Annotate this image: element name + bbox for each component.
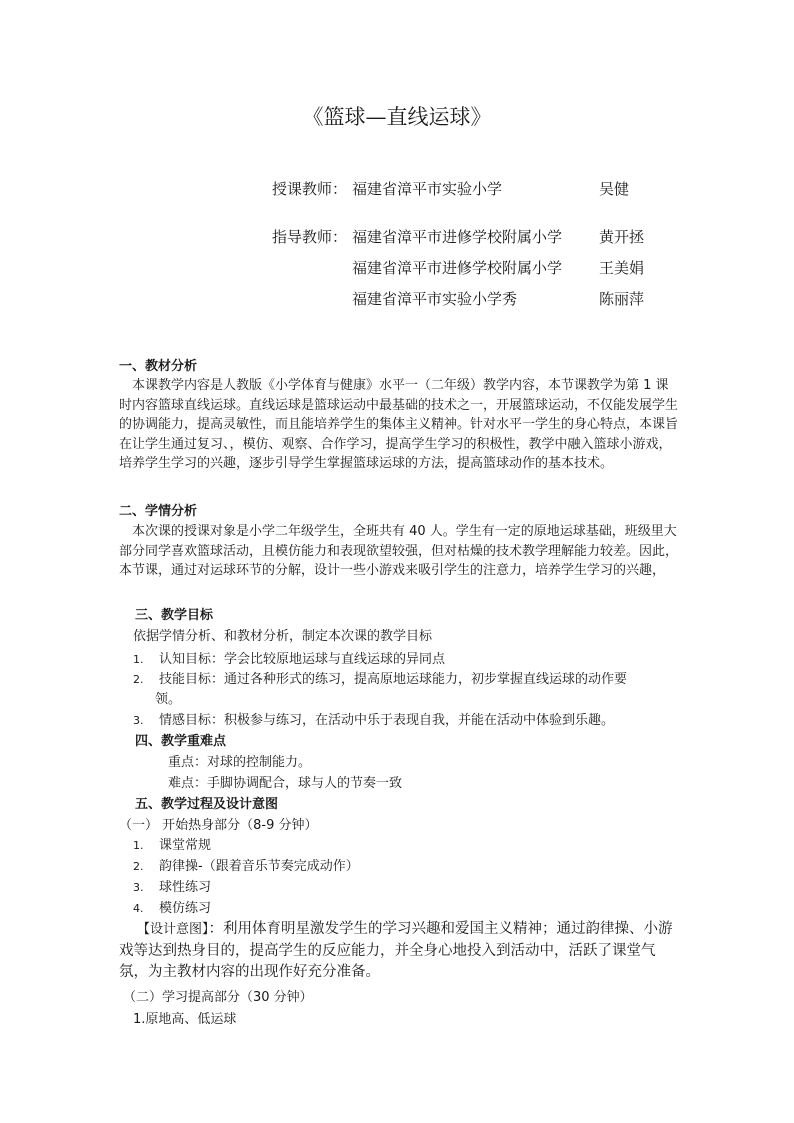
section-body-materials: 本课教学内容是人教版《小学体育与健康》水平一（二年级）教学内容，本节课教学为第 1 课时内容篮球直线运球。直线运球是篮球运动中最基础的技术之一，开展篮球运动，不仅能发展学生的协调能力，提高灵敏性，而且能培养学生的集体主义精神。针对水平一学生的身心特点，本课旨在让学生通过复习、，模仿、观察、合作学习，提高学生学习的积极性，教学中融入篮球小游戏，培养学生学习的兴趣，逐步引导学生掌握篮球运球的方法，提高篮球动作的基本技术。 [119,378,679,471]
process-sub-item: 1.原地高、低运球 [133,1012,237,1027]
design-intent [119,919,679,984]
advisor-label: 指导教师： [272,228,348,246]
process-item [133,857,359,876]
advisor-school-1: 福建省漳平市进修学校附属小学 [352,228,563,246]
design-intent-tag: 【设计意图】 [137,922,209,937]
teacher-label: 授课教师： [272,180,348,198]
process-text: 韵律操-（跟着音乐节奏完成动作） [159,859,359,874]
section-heading-students: 二、学情分析 [119,504,198,519]
section-heading-process: 五、教学过程及设计意图 [135,797,279,812]
objective-item [133,670,627,689]
process-item [133,899,211,918]
difficult-point: 难点：手脚协调配合，球与人的节奏一致 [168,776,403,791]
section-heading-keypoints: 四、教学重难点 [135,734,227,749]
objective-continuation: 领。 [155,692,182,707]
advisor-name-1: 黄开拯 [599,228,645,246]
document-title: 《篮球—直线运球》 [302,105,492,129]
process-number: 1. [133,839,144,852]
objective-text: 情感目标：积极参与练习，在活动中乐于表现自我，并能在活动中体验到乐趣。 [159,713,615,728]
process-part-improve: （二）学习提高部分（30 分钟） [123,990,313,1005]
process-item [133,878,211,897]
teacher-name: 吴健 [599,180,630,198]
process-text: 模仿练习 [159,901,212,916]
objective-text: 技能目标：通过各种形式的练习，提高原地运球能力，初步掌握直线运球的动作要 [159,672,628,687]
advisor-school-3: 福建省漳平市实验小学秀 [352,290,518,308]
advisor-school-2: 福建省漳平市进修学校附属小学 [352,259,563,277]
advisor-name-2: 王美娟 [599,259,645,277]
objectives-intro: 依据学情分析、和教材分析，制定本次课的教学目标 [133,629,433,644]
objective-item [133,711,614,730]
teacher-school: 福建省漳平市实验小学 [352,180,503,198]
objective-number: 3. [133,714,144,727]
process-part-warmup: （一） 开始热身部分（8-9 分钟） [119,818,318,833]
process-text: 课堂常规 [159,838,212,853]
process-number: 4. [133,902,144,915]
section-body-students: 本次课的授课对象是小学二年级学生，全班共有 40 人。学生有一定的原地运球基础，班级里大部分同学喜欢篮球活动，且模仿能力和表现欲望较强，但对枯燥的技术教学理解能力较差。因此，本节课，通过对运球环节的分解，设计一些小游戏来吸引学生的注意力，培养学生学习的兴趣， [119,524,679,578]
key-point: 重点：对球的控制能力。 [168,755,312,770]
section-heading-materials: 一、教材分析 [119,359,198,374]
objective-number: 1. [133,653,144,666]
objective-item [133,650,445,669]
process-number: 2. [133,860,144,873]
design-intent-body: ：利用体育明星激发学生的学习兴趣和爱国主义精神；通过韵律操、小游戏等达到热身目的，提高学生的反应能力，并全身心地投入到活动中，活跃了课堂气氛，为主教材内容的出现作好充分准备。 [119,921,673,980]
process-item [133,836,211,855]
section-heading-objectives: 三、教学目标 [135,608,214,623]
process-text: 球性练习 [159,880,212,895]
advisor-name-3: 陈丽萍 [599,290,645,308]
objective-text: 认知目标：学会比较原地运球与直线运球的异同点 [159,652,446,667]
process-number: 3. [133,881,144,894]
objective-number: 2. [133,673,144,686]
